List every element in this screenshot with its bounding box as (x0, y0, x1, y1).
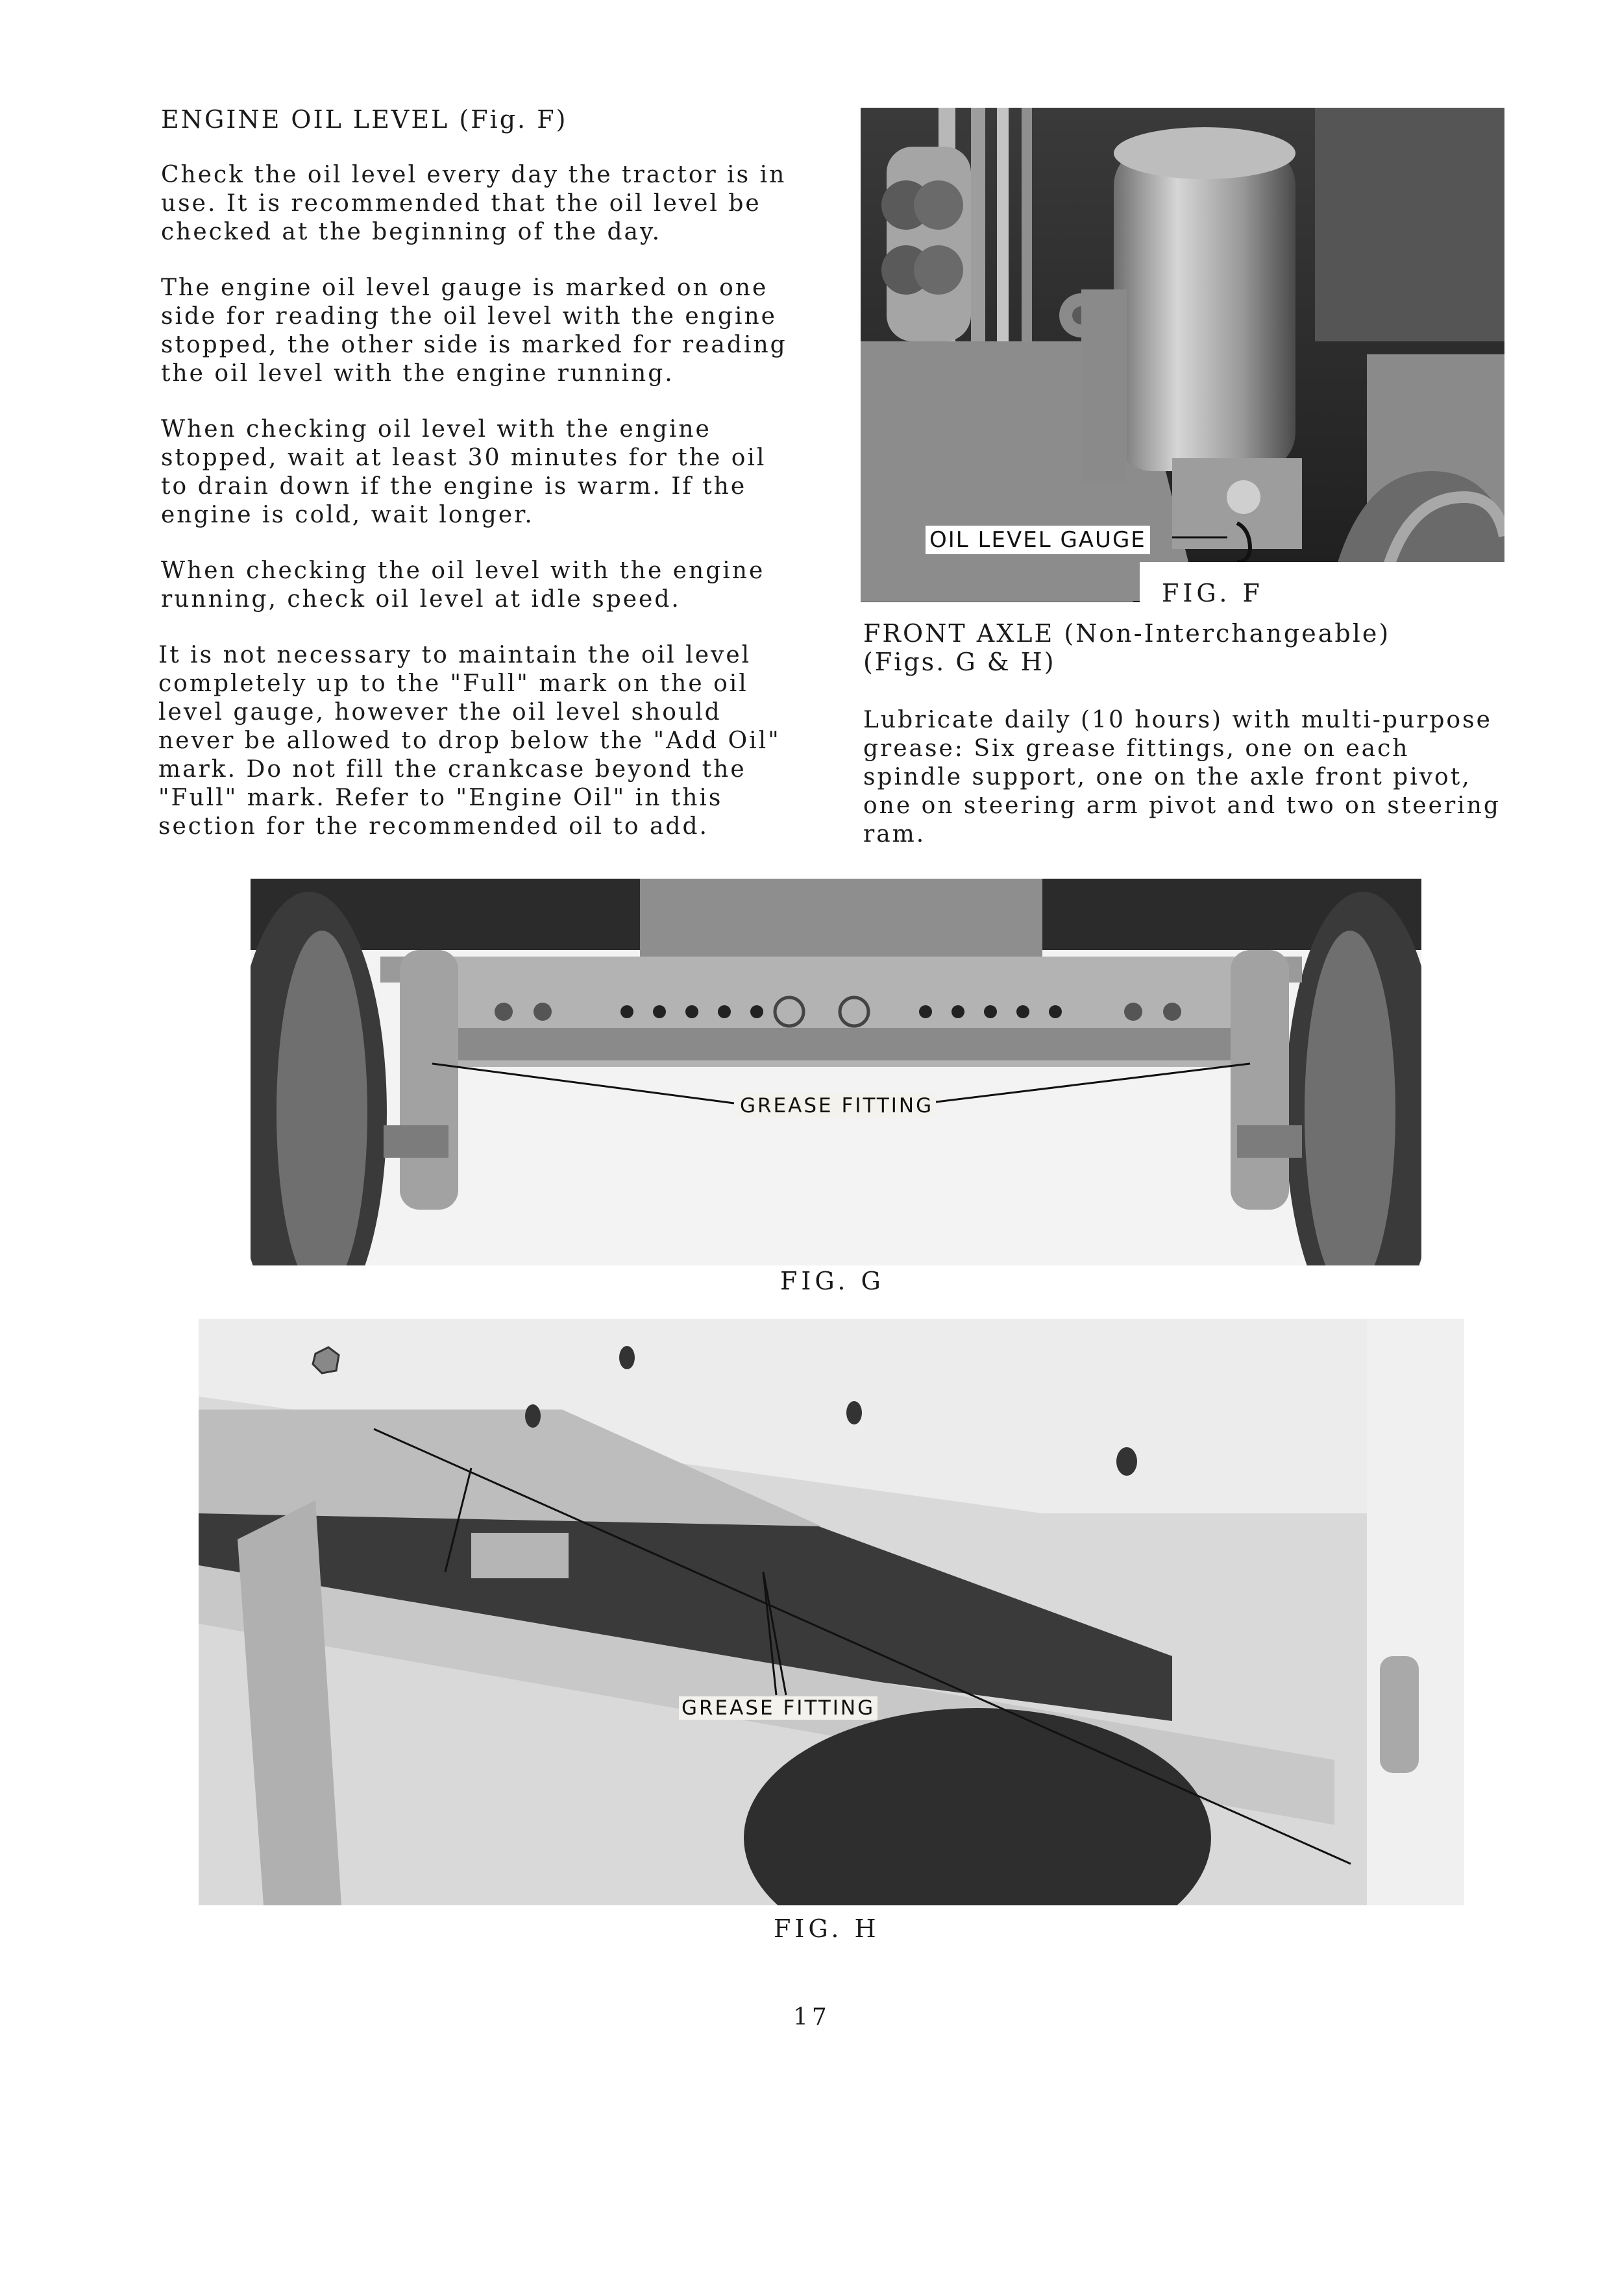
text-line: The engine oil level gauge is marked on one (161, 275, 768, 301)
text-line: When checking oil level with the engine (161, 416, 711, 443)
section-heading-front-axle: FRONT AXLE (Non-Interchangeable) (863, 619, 1391, 648)
text-line: checked at the beginning of the day. (161, 219, 662, 245)
text-line: side for reading the oil level with the engine (161, 303, 777, 330)
text-line: one on steering arm pivot and two on steering (863, 792, 1501, 819)
oil-level-gauge-label: OIL LEVEL GAUGE (926, 526, 1150, 554)
front-axle-illustration (251, 879, 1421, 1265)
figure-h-photo-frame (199, 1319, 1464, 1905)
text-line: ram. (863, 821, 926, 848)
text-line: level gauge, however the oil level should (158, 699, 722, 726)
figure-g-caption: FIG. G (780, 1267, 885, 1295)
section-heading-engine-oil-level: ENGINE OIL LEVEL (Fig. F) (161, 105, 568, 134)
text-line: section for the recommended oil to add. (158, 813, 709, 840)
text-line: running, check oil level at idle speed. (161, 586, 681, 613)
section-heading-figs-g-h: (Figs. G & H) (863, 648, 1056, 676)
text-line: It is not necessary to maintain the oil level (158, 642, 752, 668)
grease-fitting-label-h: GREASE FITTING (679, 1696, 878, 1720)
text-line: Lubricate daily (10 hours) with multi-purpose (863, 707, 1492, 733)
page-number: 17 (793, 2004, 831, 2031)
text-line: to drain down if the engine is warm. If the (161, 473, 747, 500)
text-line: stopped, the other side is marked for reading (161, 332, 787, 358)
text-line: completely up to the "Full" mark on the oil (158, 670, 748, 697)
text-line: engine is cold, wait longer. (161, 502, 534, 528)
axle-underside-illustration (199, 1319, 1464, 1905)
text-line: mark. Do not fill the crankcase beyond the (158, 756, 746, 783)
text-line: use. It is recommended that the oil level be (161, 190, 761, 217)
text-line: grease: Six grease fittings, one on each (863, 735, 1410, 762)
figure-g-photo (251, 879, 1421, 1265)
figure-f-caption: FIG. F (1162, 579, 1264, 607)
text-line: spindle support, one on the axle front pivot, (863, 764, 1471, 790)
figure-h-caption: FIG. H (774, 1914, 880, 1943)
text-line: When checking the oil level with the engine (161, 557, 765, 584)
text-line: stopped, wait at least 30 minutes for the oil (161, 445, 767, 471)
text-line: the oil level with the engine running. (161, 360, 674, 387)
text-line: never be allowed to drop below the "Add Oil" (158, 727, 781, 754)
text-line: "Full" mark. Refer to "Engine Oil" in this (158, 785, 723, 811)
grease-fitting-label-g: GREASE FITTING (737, 1094, 936, 1117)
text-line: Check the oil level every day the tractor is in (161, 162, 787, 188)
